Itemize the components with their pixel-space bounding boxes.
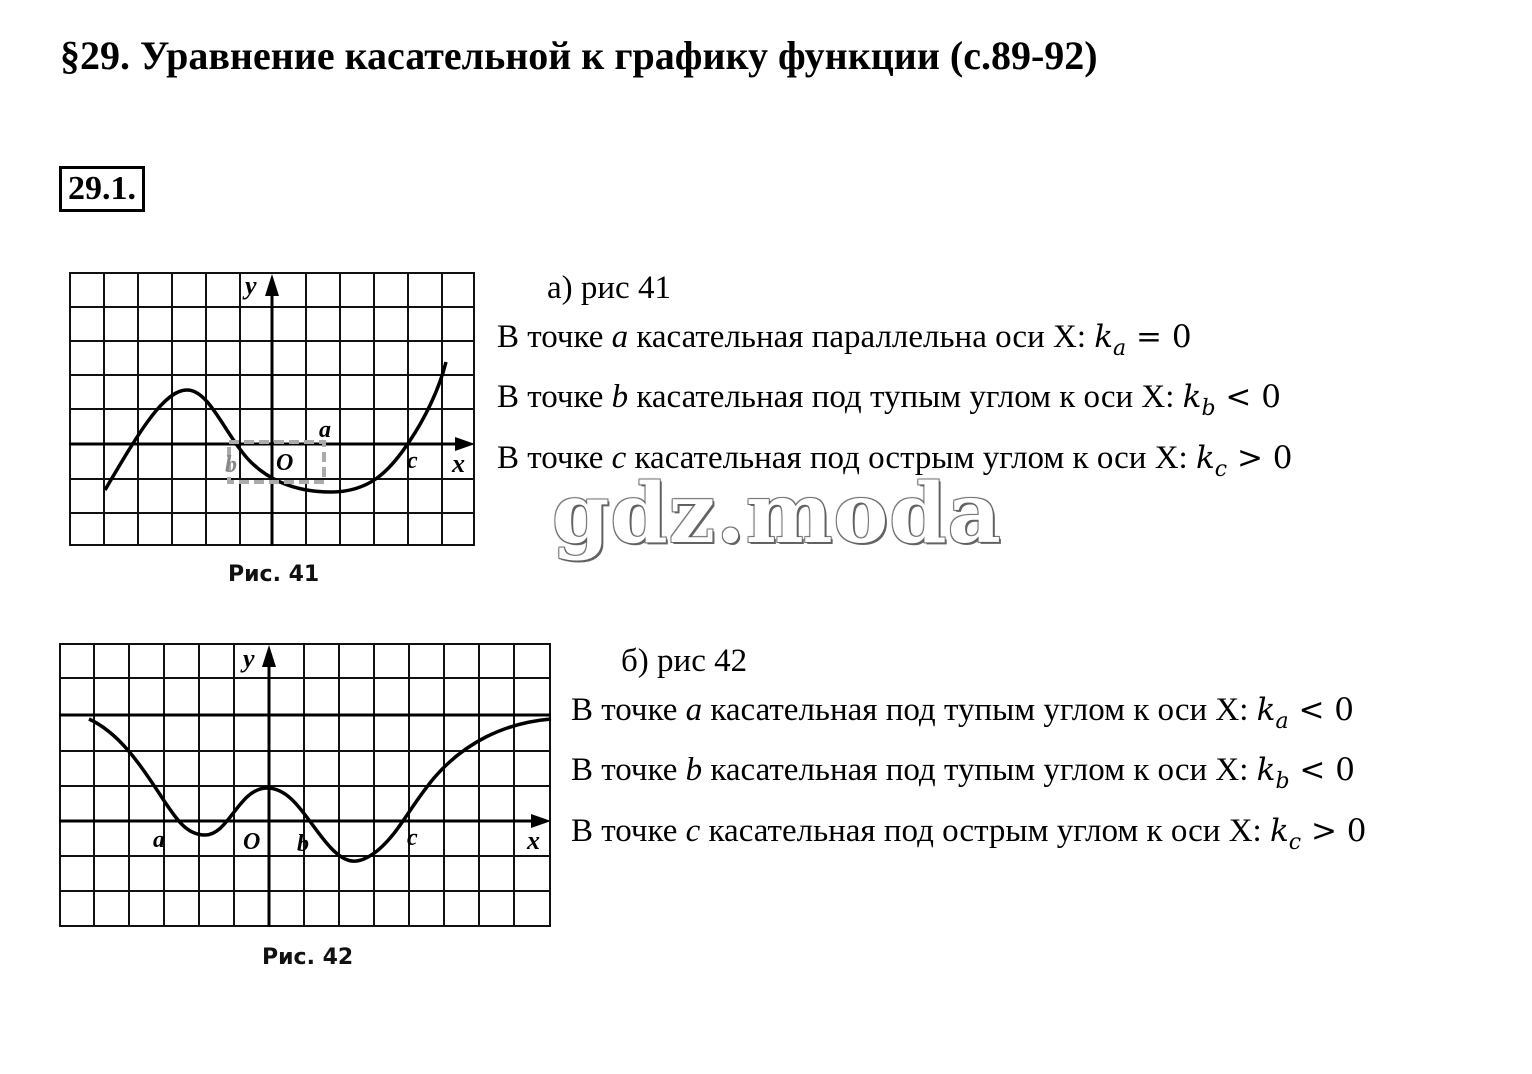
- answer-a: [497, 264, 1293, 494]
- point-b-label: b: [297, 831, 309, 857]
- answer-b-line-1: В точке a касательная под тупым углом к оси Х: $k_a < 0$: [571, 691, 1354, 734]
- answer-b-heading: б) рис 42: [621, 643, 748, 679]
- x-axis-label: x: [527, 826, 540, 855]
- y-axis-arrow: [265, 274, 279, 296]
- point-a-label: a: [319, 417, 331, 443]
- figure-42: [59, 643, 553, 929]
- origin-label: O: [243, 829, 261, 855]
- point-c-label: c: [407, 448, 418, 474]
- figure-42-graph: [59, 643, 553, 929]
- point-b-label: b: [225, 452, 237, 478]
- figure-42-caption: Рис. 42: [262, 945, 354, 970]
- answer-a-heading: а) рис 41: [547, 270, 671, 306]
- origin-label: O: [276, 450, 294, 476]
- answer-b-line-2: В точке b касательная под тупым углом к оси Х: $k_b < 0$: [571, 752, 1355, 794]
- point-c-label: c: [407, 825, 418, 851]
- answer-a-line-3: В точке c касательная под острым углом к оси Х: $k_c > 0$: [497, 439, 1293, 482]
- page-title: §29. Уравнение касательной к графику функции (с.89-92): [60, 33, 1098, 78]
- figure-41-caption: Рис. 41: [228, 562, 320, 587]
- axes: [69, 284, 465, 546]
- answer-b-line-3: В точке c касательная под острым углом к оси Х: $k_c > 0$: [571, 812, 1367, 855]
- answer-a-line-2: В точке b касательная под тупым углом к оси Х: $k_b < 0$: [497, 379, 1281, 421]
- answer-b: [571, 637, 1367, 867]
- answer-a-line-1: В точке a касательная параллельна оси Х: $k_a = 0$: [497, 318, 1192, 361]
- y-axis-label: y: [243, 644, 255, 673]
- point-a-label: a: [153, 827, 165, 853]
- watermark-logo: gdz.moda: [552, 466, 1002, 562]
- grid: [59, 643, 551, 927]
- figure-41-graph: [69, 272, 477, 548]
- figure-41: [69, 272, 477, 548]
- task-number: 29.1.: [59, 166, 145, 212]
- y-axis-label: y: [245, 272, 257, 300]
- y-axis-arrow: [262, 645, 276, 667]
- x-axis-label: x: [452, 449, 465, 478]
